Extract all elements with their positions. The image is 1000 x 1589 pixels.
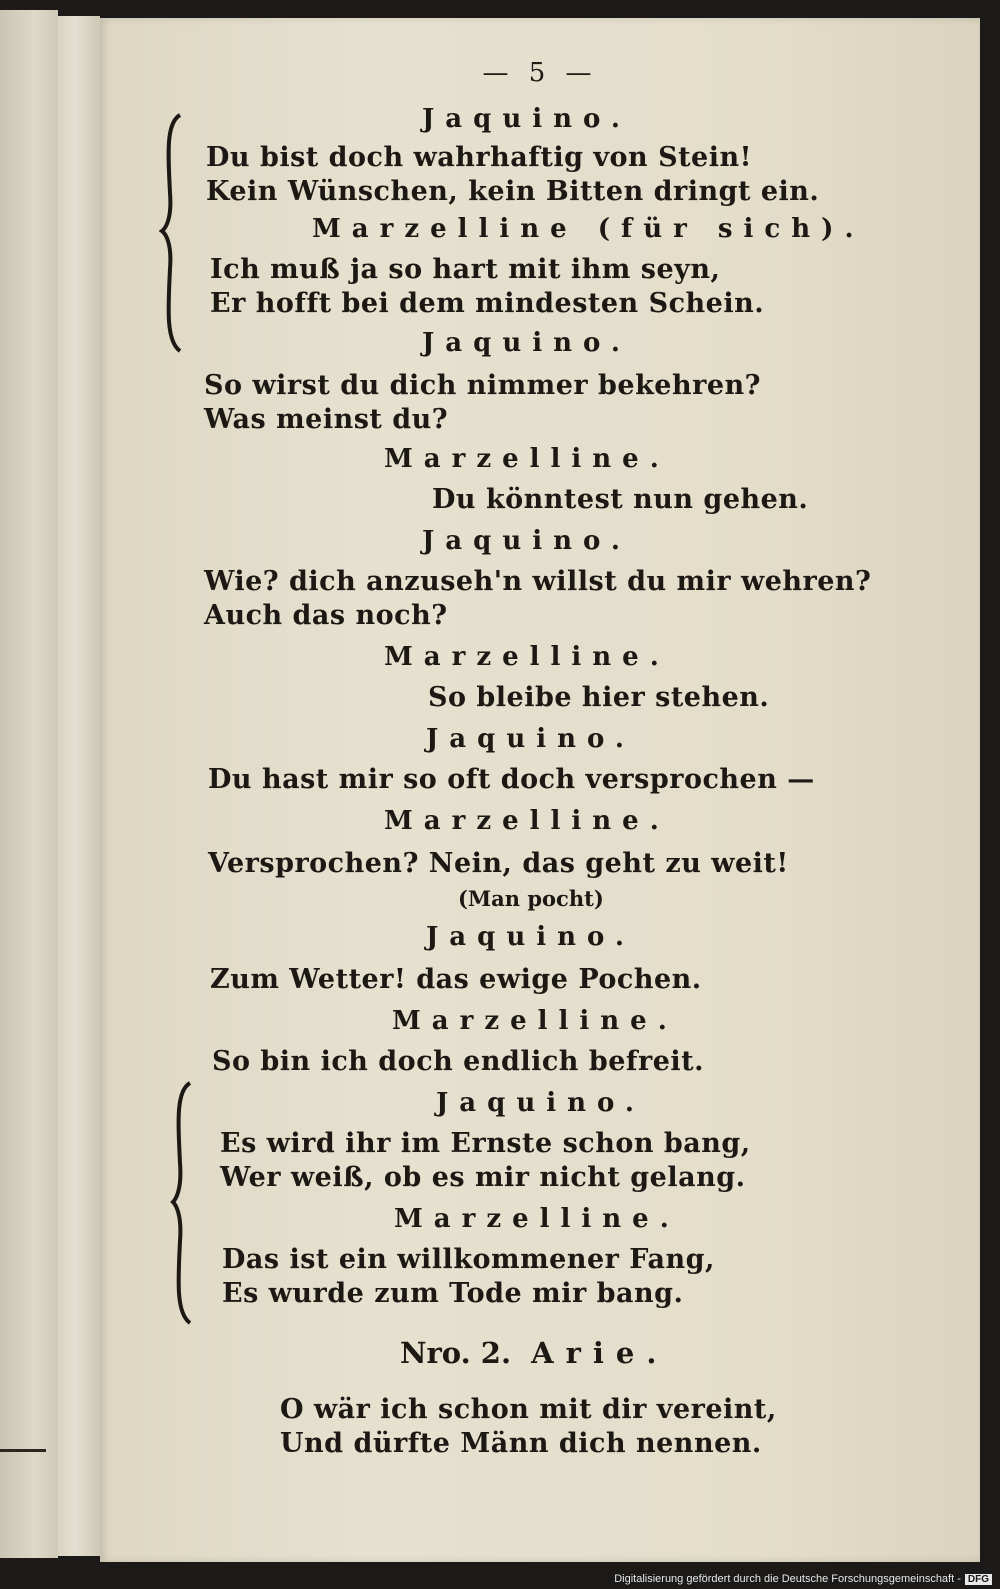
verse-line: Das ist ein willkommener Fang, — [222, 1244, 715, 1275]
verse-line: Es wird ihr im Ernste schon bang, — [220, 1128, 751, 1159]
verse-line: So bin ich doch endlich befreit. — [212, 1046, 705, 1077]
verse-line: Es wurde zum Tode mir bang. — [222, 1278, 684, 1309]
dfg-logo: DFG — [965, 1574, 992, 1585]
verse-line: Du hast mir so oft doch versprochen — — [208, 764, 815, 795]
speaker-label: Marzelline. — [384, 444, 670, 474]
section-number: Nro. 2. — [400, 1336, 512, 1370]
verse-line: Zum Wetter! das ewige Pochen. — [210, 964, 702, 995]
verse-line: Du könntest nun gehen. — [432, 484, 809, 515]
verse-line: Auch das noch? — [204, 600, 448, 631]
page-number: — 5 — — [482, 58, 598, 88]
verse-line: So wirst du dich nimmer bekehren? — [204, 370, 761, 401]
stage-direction: (Man pocht) — [458, 886, 604, 911]
aria-line: O wär ich schon mit dir vereint, — [280, 1394, 777, 1425]
aria-line: Und dürfte Männ dich nennen. — [280, 1428, 762, 1459]
verse-line: Wer weiß, ob es mir nicht gelang. — [220, 1162, 746, 1193]
speaker-label: Marzelline. — [384, 642, 670, 672]
speaker-label: Jaquino. — [426, 724, 635, 754]
verse-line: Ich muß ja so hart mit ihm seyn, — [210, 254, 721, 285]
speaker-label: Marzelline (für sich). — [312, 214, 865, 244]
verse-line: So bleibe hier stehen. — [428, 682, 770, 713]
verse-line: Wie? dich anzuseh'n willst du mir wehren? — [204, 566, 872, 597]
speaker-label: Jaquino. — [422, 104, 631, 134]
section-heading — [400, 1336, 668, 1370]
speaker-label: Marzelline. — [384, 806, 670, 836]
book-gutter — [58, 16, 100, 1556]
left-brace-top — [158, 113, 188, 353]
speaker-label: Jaquino. — [422, 526, 631, 556]
book-page — [100, 18, 980, 1562]
left-brace-bottom — [170, 1081, 200, 1325]
speaker-label: Marzelline. — [394, 1204, 680, 1234]
verse-line: Was meinst du? — [204, 404, 449, 435]
digitization-credit — [614, 1573, 992, 1585]
section-title: Arie. — [531, 1336, 669, 1370]
left-page-dash — [0, 1449, 46, 1452]
verse-line: Du bist doch wahrhaftig von Stein! — [206, 142, 752, 173]
speaker-label: Jaquino. — [426, 922, 635, 952]
verse-line: Kein Wünschen, kein Bitten dringt ein. — [206, 176, 820, 207]
credit-text: Digitalisierung gefördert durch die Deutsche Forschungsgemeinschaft - — [614, 1573, 961, 1585]
speaker-label: Jaquino. — [422, 328, 631, 358]
verse-line: Versprochen? Nein, das geht zu weit! — [208, 848, 789, 879]
speaker-label: Jaquino. — [436, 1088, 645, 1118]
left-page-edge — [0, 10, 58, 1558]
verse-line: Er hofft bei dem mindesten Schein. — [210, 288, 765, 319]
speaker-label: Marzelline. — [392, 1006, 678, 1036]
